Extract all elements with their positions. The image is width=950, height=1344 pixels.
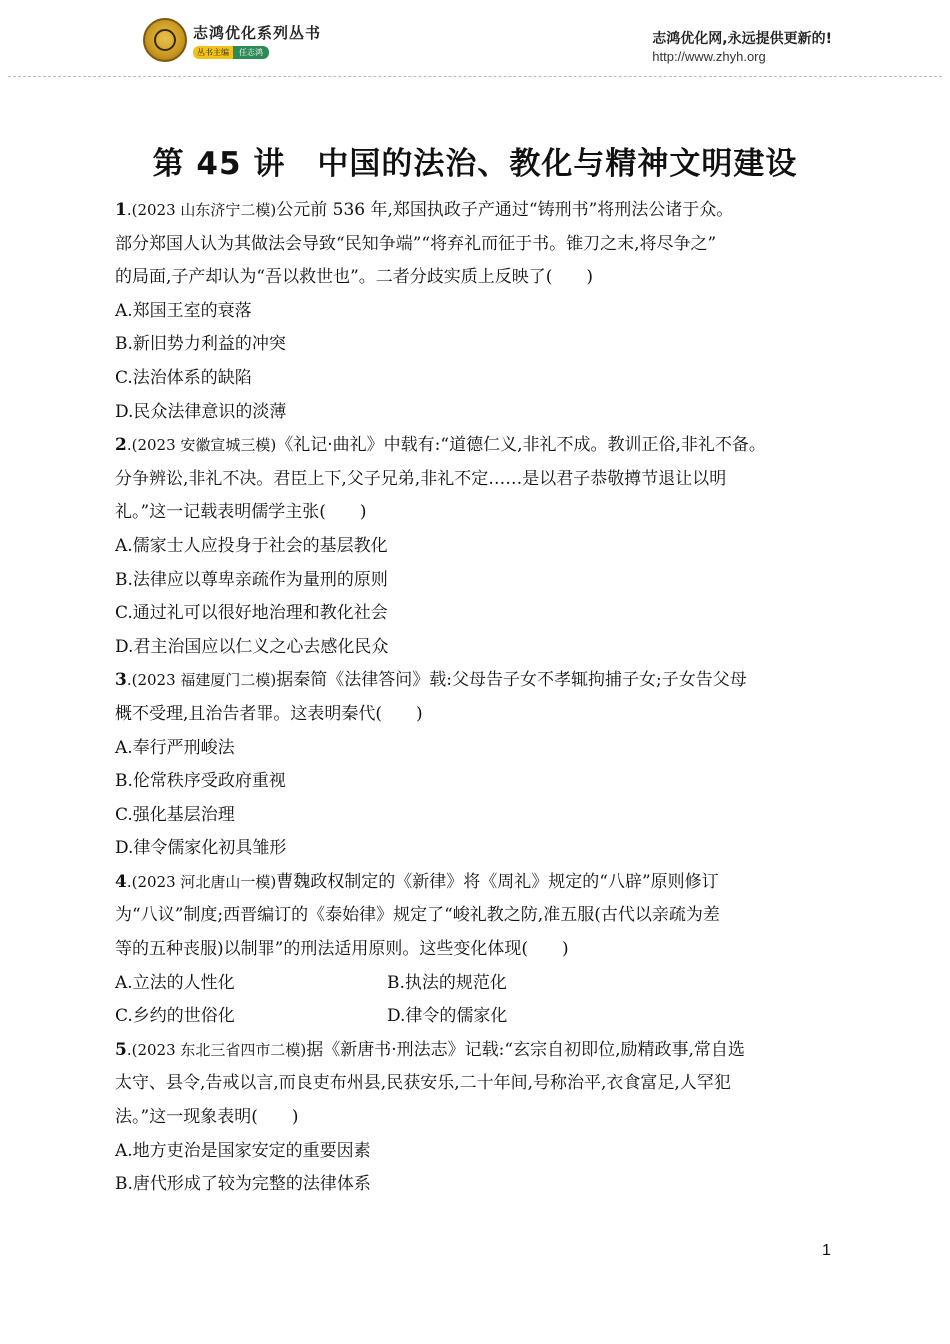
question-1-line-3: 的局面,子产却认为“吾以救世也”。二者分歧实质上反映了( ) (115, 267, 594, 288)
question-5-line-1 (115, 1034, 845, 1068)
question-5-source: .(2023 东北三省四市二模) (126, 1040, 307, 1059)
question-2-text: 《礼记·曲礼》中载有:“道德仁义,非礼不成。教训正俗,非礼不备。 (276, 435, 766, 456)
question-3-option-d: D.律令儒家化初具雏形 (115, 838, 287, 859)
header-right (652, 28, 832, 64)
question-3-line-2: 概不受理,且治告者罪。这表明秦代( ) (115, 703, 423, 724)
question-list (115, 194, 845, 1202)
question-4-options-row-1 (115, 967, 845, 1001)
header-divider (8, 76, 942, 77)
question-2-option-b: B.法律应以尊卑亲疏作为量刑的原则 (115, 569, 388, 590)
question-2-option-d: D.君主治国应以仁义之心去感化民众 (115, 636, 389, 657)
question-5-text: 据《新唐书·刑法志》记载:“玄宗自初即位,励精政事,常自选 (306, 1039, 745, 1060)
question-2-option-a: A.儒家士人应投身于社会的基层教化 (115, 535, 388, 556)
page-header (0, 0, 950, 82)
question-4-source: .(2023 河北唐山一模) (126, 872, 277, 891)
question-4-option-a: A.立法的人性化 (115, 972, 235, 993)
question-4-number: 4 (115, 871, 127, 892)
question-2-source: .(2023 安徽宣城三模) (126, 436, 277, 455)
editor-name: 任志鸿 (233, 46, 269, 59)
question-2-option-c: C.通过礼可以很好地治理和教化社会 (115, 603, 388, 624)
editor-label: 丛书主编 (193, 46, 233, 59)
page-number: 1 (822, 1242, 831, 1259)
question-5-line-2: 太守、县令,告戒以言,而良吏布州县,民获安乐,二十年间,号称治平,衣食富足,人罕犯 (115, 1073, 731, 1094)
question-2-line-3: 礼。”这一记载表明儒学主张( ) (115, 502, 367, 523)
question-1-line-1 (115, 194, 845, 228)
question-3-option-a: A.奉行严刑峻法 (115, 737, 235, 758)
series-info (193, 22, 321, 59)
question-4-line-2: 为“八议”制度;西晋编订的《泰始律》规定了“峻礼教之防,准五服(古代以亲疏为差 (115, 905, 720, 926)
question-3-line-1 (115, 664, 845, 698)
question-1-option-a: A.郑国王室的衰落 (115, 300, 252, 321)
header-url[interactable]: http://www.zhyh.org (652, 49, 766, 64)
question-3-option-c: C.强化基层治理 (115, 804, 235, 825)
question-3-option-b: B.伦常秩序受政府重视 (115, 771, 286, 792)
question-3-source: .(2023 福建厦门二模) (126, 671, 277, 690)
question-4-text: 曹魏政权制定的《新律》将《周礼》规定的“八辟”原则修订 (276, 871, 719, 892)
question-3-number: 3 (115, 670, 127, 691)
question-4-option-d: D.律令的儒家化 (387, 1006, 508, 1027)
seal-emblem-icon (143, 18, 187, 62)
question-1-number: 1 (115, 200, 127, 220)
question-4-option-c: C.乡约的世俗化 (115, 1006, 235, 1027)
question-1-source: .(2023 山东济宁二模) (126, 201, 277, 219)
series-logo (143, 18, 321, 62)
question-4-line-1 (115, 866, 845, 900)
question-2-number: 2 (115, 435, 127, 456)
question-3-text: 据秦简《法律答问》载:父母告子女不孝辄拘捕子女;子女告父母 (276, 670, 747, 691)
question-1-option-c: C.法治体系的缺陷 (115, 367, 252, 388)
question-4-line-3: 等的五种丧服)以制罪”的刑法适用原则。这些变化体现( ) (115, 939, 569, 960)
question-4-options-row-2 (115, 1000, 845, 1034)
question-2-line-2: 分争辨讼,非礼不决。君臣上下,父子兄弟,非礼不定……是以君子恭敬撙节退让以明 (115, 468, 727, 489)
question-1-line-2: 部分郑国人认为其做法会导致“民知争端”“将弃礼而征于书。锥刀之末,将尽争之” (115, 233, 717, 254)
question-4-option-b: B.执法的规范化 (387, 972, 507, 993)
question-1-option-b: B.新旧势力利益的冲突 (115, 334, 286, 355)
question-5-option-a: A.地方吏治是国家安定的重要因素 (115, 1140, 371, 1161)
question-5-number: 5 (115, 1039, 127, 1060)
question-5-option-b: B.唐代形成了较为完整的法律体系 (115, 1174, 371, 1195)
header-slogan: 志鸿优化网,永远提供更新的! (652, 31, 832, 47)
series-editor (193, 46, 321, 59)
question-1-text: 公元前 536 年,郑国执政子产通过“铸刑书”将刑法公诸于众。 (276, 200, 734, 220)
question-5-line-3: 法。”这一现象表明( ) (115, 1107, 299, 1128)
series-title: 志鸿优化系列丛书 (193, 23, 322, 42)
question-2-line-1 (115, 429, 845, 463)
page-title: 第 45 讲 中国的法治、教化与精神文明建设 (152, 146, 798, 182)
question-1-option-d: D.民众法律意识的淡薄 (115, 401, 287, 422)
